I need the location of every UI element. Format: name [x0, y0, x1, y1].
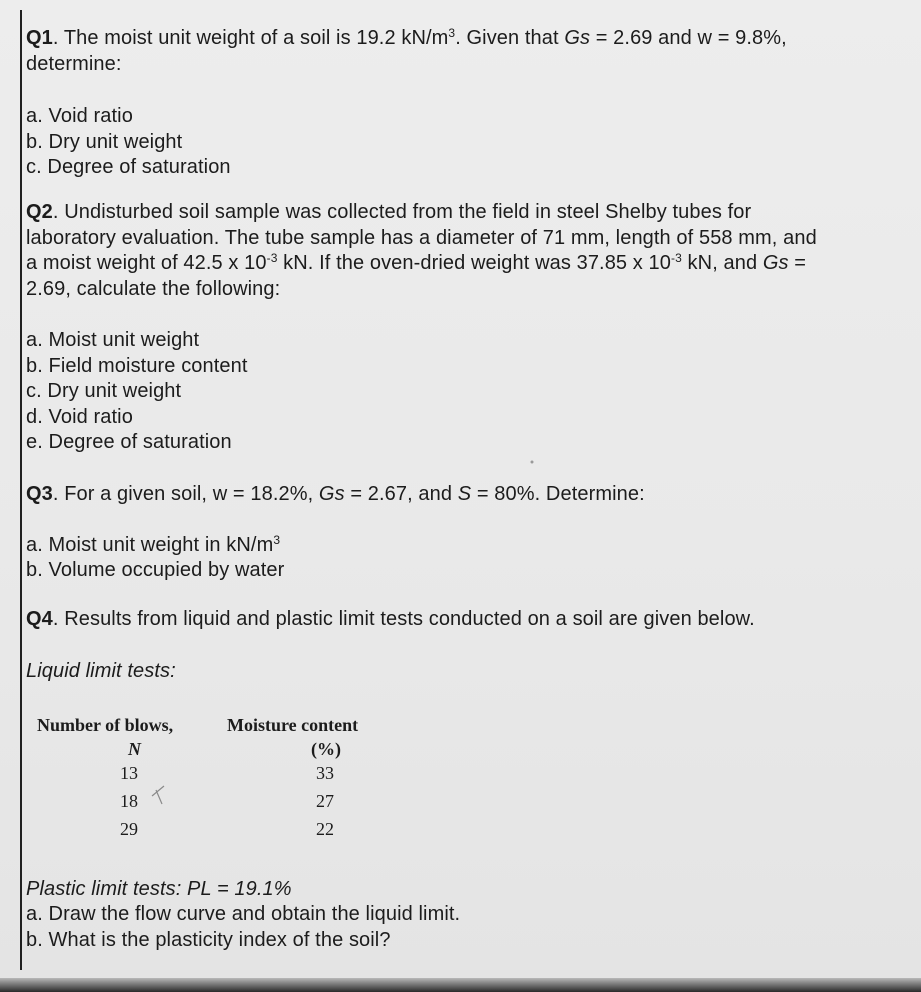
q3-text-3: = 80%. Determine:	[471, 483, 645, 505]
q2-gs-var: Gs	[762, 252, 789, 274]
q1-text-2: . Given that	[455, 27, 565, 49]
table-row-3-mc: 22	[316, 819, 334, 839]
table-col2-sub: (%)	[311, 739, 341, 759]
bottom-edge-shadow	[0, 978, 921, 992]
q2-line-2: laboratory evaluation. The tube sample has a diameter of 71 mm, length of 558 mm, and	[26, 227, 817, 249]
stray-dot	[528, 458, 538, 468]
q4-line-1	[26, 608, 755, 631]
table-row-1-mc: 33	[316, 763, 334, 783]
q1-number: Q1	[26, 27, 53, 49]
table-row-2-mc: 27	[316, 791, 334, 811]
q1-text-1: . The moist unit weight of a soil is 19.2 kN/m	[52, 27, 449, 49]
q2-line-3-d: =	[788, 252, 807, 274]
q1-line-1	[26, 27, 787, 50]
pen-mark	[150, 778, 190, 818]
q4-text: . Results from liquid and plastic limit tests conducted on a soil are given below.	[52, 608, 755, 630]
q3-item-a-sup: 3	[273, 533, 281, 547]
q4-number: Q4	[26, 608, 53, 630]
q2-line-3-a: a moist weight of 42.5 x 10	[26, 252, 267, 274]
q2-item-c: c. Dry unit weight	[26, 380, 182, 402]
q1-line-2: determine:	[26, 53, 122, 75]
q2-line-3-c: kN, and	[681, 252, 763, 274]
q2-sup-2: -3	[671, 251, 682, 265]
table-col2-header: Moisture content	[227, 715, 359, 735]
table-col1-sub: N	[128, 739, 141, 759]
q3-item-b: b. Volume occupied by water	[26, 559, 285, 581]
q3-line-1	[26, 483, 645, 506]
q1-sup: 3	[448, 26, 456, 40]
q3-text-1: . For a given soil, w = 18.2%,	[52, 483, 319, 505]
liquid-limit-label: Liquid limit tests:	[26, 660, 176, 682]
q3-item-a-text: a. Moist unit weight in kN/m	[26, 534, 274, 556]
q2-line-3-b: kN. If the oven-dried weight was 37.85 x 10	[277, 252, 672, 274]
plastic-limit-value: = 19.1%	[211, 878, 292, 900]
q4-item-b: b. What is the plasticity index of the soil?	[26, 929, 391, 951]
table-col1-header: Number of blows,	[37, 715, 174, 735]
q3-text-2: = 2.67, and	[344, 483, 458, 505]
q2-item-b: b. Field moisture content	[26, 355, 248, 377]
q4-item-a: a. Draw the flow curve and obtain the liquid limit.	[26, 903, 461, 925]
plastic-limit-line	[26, 878, 292, 901]
q3-number: Q3	[26, 483, 53, 505]
left-margin-rule	[20, 10, 22, 970]
q1-item-a: a. Void ratio	[26, 105, 133, 127]
pl-var: PL	[187, 878, 212, 900]
q1-item-b: b. Dry unit weight	[26, 131, 183, 153]
q2-line-4: 2.69, calculate the following:	[26, 278, 281, 300]
q2-item-e: e. Degree of saturation	[26, 431, 232, 453]
q2-text-1: . Undisturbed soil sample was collected from the field in steel Shelby tubes for	[52, 201, 752, 223]
q2-number: Q2	[26, 201, 53, 223]
q1-text-3: = 2.69 and w = 9.8%,	[590, 27, 787, 49]
table-row-3-n: 29	[120, 819, 138, 839]
q3-item-a	[26, 534, 280, 557]
q3-s-var: S	[457, 483, 472, 505]
q2-line-1	[26, 201, 751, 224]
q1-item-c: c. Degree of saturation	[26, 156, 231, 178]
table-row-2-n: 18	[120, 791, 138, 811]
q2-item-d: d. Void ratio	[26, 406, 133, 428]
table-row-1-n: 13	[120, 763, 138, 783]
q2-sup-1: -3	[266, 251, 278, 265]
plastic-limit-label: Plastic limit tests:	[26, 878, 188, 900]
q1-gs-var: Gs	[564, 27, 591, 49]
q2-line-3	[26, 252, 806, 275]
q3-gs-var: Gs	[318, 483, 345, 505]
q2-item-a: a. Moist unit weight	[26, 329, 200, 351]
